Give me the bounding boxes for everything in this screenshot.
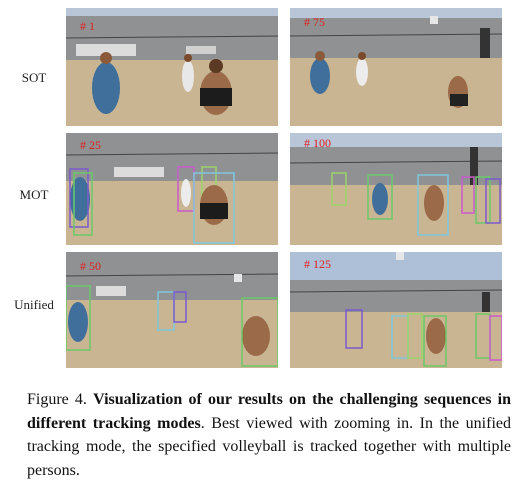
figure-caption — [27, 388, 511, 482]
caption-bold-text: Visualization of our results on the challenging sequences in different tracking modes — [27, 391, 512, 432]
frame-number-1: # 1 — [80, 19, 95, 33]
unified-frame-50-image — [66, 252, 278, 368]
frame-number-50: # 50 — [80, 259, 101, 273]
sot-frame-75-image — [290, 8, 502, 126]
row-label-sot: SOT — [21, 70, 47, 85]
panel-mot-frame-25 — [66, 133, 278, 245]
mot-frame-100-image — [290, 133, 502, 245]
row-label-mot: MOT — [19, 187, 49, 202]
frame-number-100: # 100 — [304, 136, 331, 150]
row-label-unified: Unified — [14, 297, 54, 312]
unified-frame-125-image — [290, 252, 502, 368]
panel-unified-frame-50 — [66, 252, 278, 368]
frame-number-125: # 125 — [304, 257, 331, 271]
panel-sot-frame-1 — [66, 8, 278, 126]
sot-frame-1-image — [66, 8, 278, 126]
panel-unified-frame-125 — [290, 252, 502, 368]
mot-frame-25-image — [66, 133, 278, 245]
frame-number-75: # 75 — [304, 15, 325, 29]
panel-mot-frame-100 — [290, 133, 502, 245]
figure-label: Figure 4. — [27, 391, 87, 408]
frame-number-25: # 25 — [80, 138, 101, 152]
panel-sot-frame-75 — [290, 8, 502, 126]
caption-rest-text: . Best viewed with zooming in. In the unified tracking mode, the specified volleyball is tracked together with multiple persons. — [27, 414, 511, 479]
